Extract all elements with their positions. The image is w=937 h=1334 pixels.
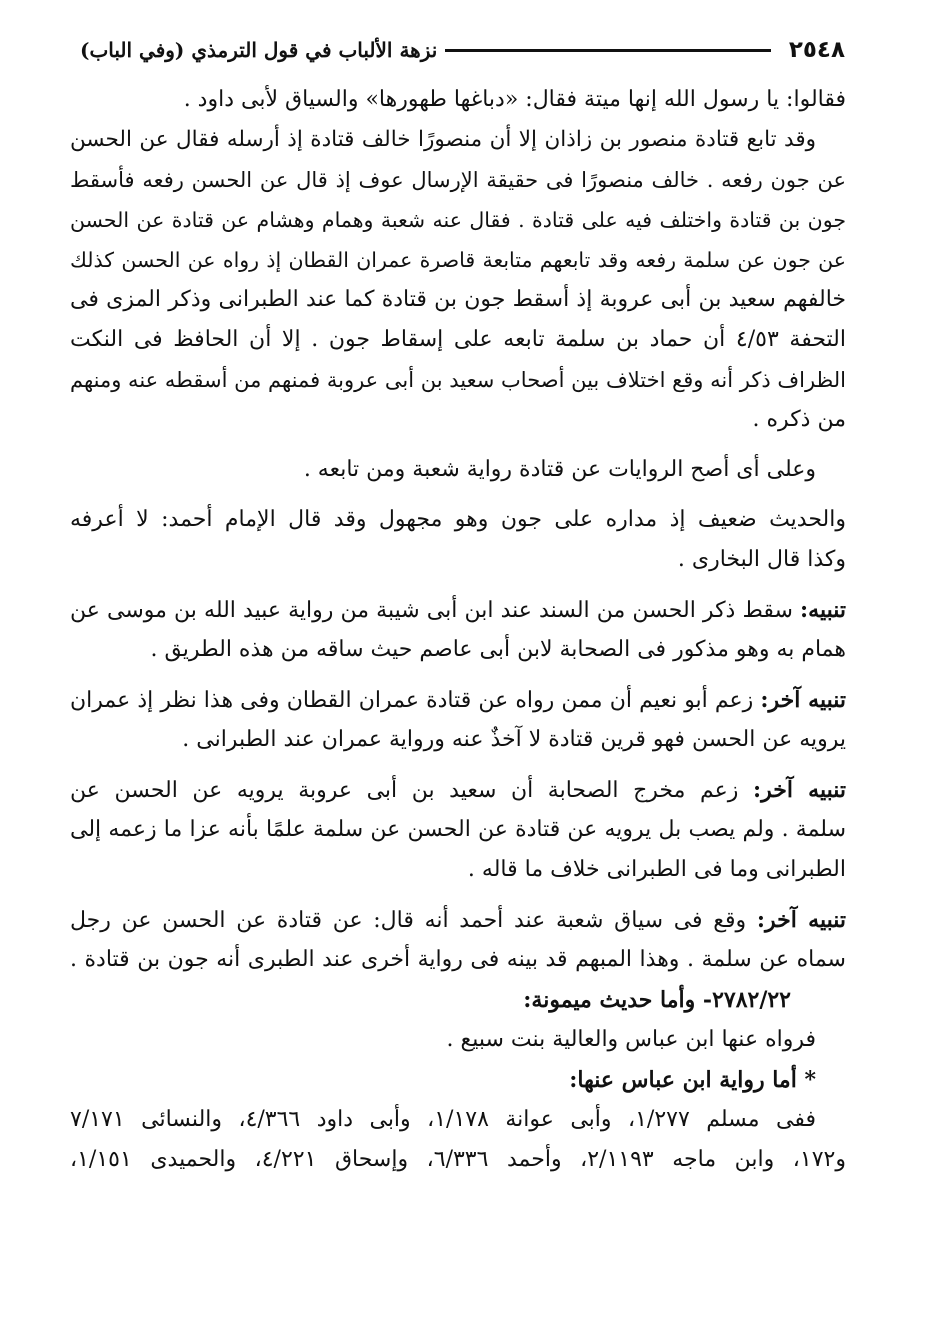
text-line: يرويه عن الحسن فهو قرين قتادة لا آخذٌ عنه ورواية عمران عند الطبرانى . [182, 727, 846, 752]
note-label: تنبيه آخر: [752, 777, 846, 803]
note-label: تنبيه آخر: [760, 687, 846, 713]
text-line: عن جون عن سلمة رفعه وقد تابعهم متابعة قاصرة عمران القطان إذ رواه عن الحسن كذلك [70, 248, 846, 272]
text-line: الطبرانى وما فى الطبرانى خلاف ما قاله . [467, 857, 846, 882]
note-line: تنبيه آخر: زعم مخرج الصحابة أن سعيد بن أبى عروبة يرويه عن الحسن عن [70, 777, 846, 803]
text-line: و١٧٢، وابن ماجه ٢/١١٩٣، وأحمد ٦/٣٣٦، وإسحاق ٤/٢٢١، والحميدى ١/١٥١، [70, 1147, 846, 1172]
text-line: فقالوا: يا رسول الله إنها ميتة فقال: «دباغها طهورها» والسياق لأبى داود . [183, 87, 846, 112]
text-line: سماه عن سلمة . وهذا المبهم قد بينه فى رواية أخرى عند الطبرى أنه جون بن قتادة . [70, 947, 846, 972]
note-line: تنبيه آخر: وقع فى سياق شعبة عند أحمد أنه قال: عن قتادة عن الحسن عن رجل [70, 907, 846, 933]
text-line: فرواه عنها ابن عباس والعالية بنت سبيع . [446, 1027, 816, 1052]
text-line: ففى مسلم ١/٢٧٧، وأبى عوانة ١/١٧٨، وأبى داود ٤/٣٦٦، والنسائى ٧/١٧١ [70, 1107, 816, 1132]
text-line: سلمة . ولم يصب بل يرويه عن قتادة عن الحسن عن سلمة علمًا بأنه عزا ما زعمه إلى [70, 817, 846, 842]
section-heading: ٢٧٨٢/٢٢- وأما حديث ميمونة: [523, 987, 791, 1013]
text-line: وعلى أى أصح الروايات عن قتادة رواية شعبة ومن تابعه . [303, 457, 816, 482]
header-rule [445, 49, 771, 52]
text-line: عن جون رفعه . خالف منصورًا فى حقيقة الإرسال عوف إذ قال عن الحسن رفعه فأسقط [70, 168, 846, 192]
running-title: نزهة الألباب في قول الترمذي (وفي الباب) [80, 38, 438, 62]
text-line: الظراف ذكر أنه وقع اختلاف بين أصحاب سعيد بن أبى عروبة فمنهم من أسقطه عنه ومنهم [70, 368, 846, 392]
text-line: همام به وهو مذكور فى الصحابة لابن أبى عاصم حيث ساقه من هذه الطريق . [150, 637, 846, 662]
text-line: خالفهم سعيد بن أبى عروبة إذ أسقط جون بن قتادة كما عند الطبرانى وذكر المزى فى [70, 287, 846, 312]
note-line: تنبيه: سقط ذكر الحسن من السند عند ابن أبى شيبة من رواية عبيد الله بن موسى عن [70, 597, 846, 623]
note-label: تنبيه: [800, 597, 846, 623]
page-number: ٢٥٤٨ [788, 37, 845, 63]
subsection-heading: * أما رواية ابن عباس عنها: [569, 1067, 816, 1093]
note-label: تنبيه آخر: [756, 907, 846, 933]
text-line: من ذكره . [752, 407, 846, 432]
text-line: التحفة ٤/٥٣ أن حماد بن سلمة تابعه على إسقاط جون . إلا أن الحافظ فى النكت [70, 327, 846, 352]
page-header [80, 30, 845, 70]
text-line: وقد تابع قتادة منصور بن زاذان إلا أن منصورًا خالف قتادة إذ أرسله فقال عن الحسن [70, 127, 816, 152]
text-line: جون بن قتادة واختلف فيه على قتادة . فقال عنه شعبة وهمام وهشام عن قتادة عن الحسن [70, 208, 846, 232]
text-line: وكذا قال البخارى . [677, 547, 846, 572]
text-line: والحديث ضعيف إذ مداره على جون وهو مجهول وقد قال الإمام أحمد: لا أعرفه [70, 507, 846, 532]
page-body [70, 80, 846, 1295]
note-line: تنبيه آخر: زعم أبو نعيم أن ممن رواه عن قتادة عمران القطان وفى هذا نظر إذ عمران [70, 687, 846, 713]
